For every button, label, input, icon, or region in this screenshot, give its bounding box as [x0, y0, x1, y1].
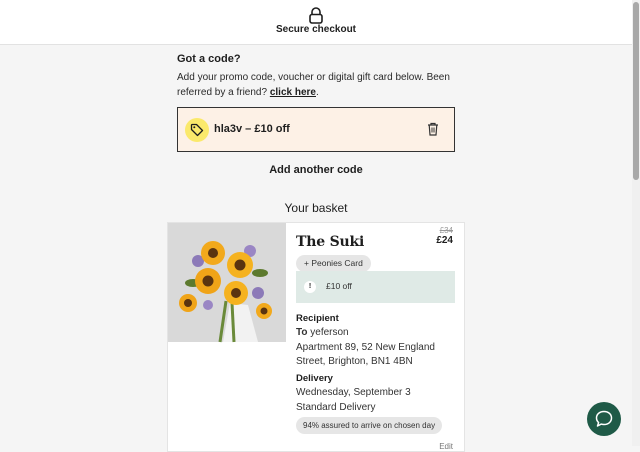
edit-link[interactable]: Edit: [439, 442, 453, 451]
basket-title: Your basket: [284, 201, 348, 215]
product-name: The Suki: [296, 234, 365, 250]
delivery-label: Delivery: [296, 373, 333, 384]
chat-button[interactable]: [587, 402, 621, 436]
product-image: [168, 223, 286, 342]
to-label: To: [296, 327, 308, 338]
recipient-name-value: yeferson: [310, 327, 349, 338]
checkout-header: [0, 0, 632, 45]
scrollbar-thumb[interactable]: [633, 2, 639, 180]
chat-icon: [594, 409, 614, 429]
promo-heading: Got a code?: [177, 53, 241, 65]
addon-badge: + Peonies Card: [296, 255, 371, 272]
trash-icon[interactable]: [427, 122, 439, 136]
lock-icon: [308, 7, 324, 24]
recipient-name: [296, 327, 349, 338]
basket-item-card: [167, 222, 465, 452]
delivery-type: Standard Delivery: [296, 402, 376, 413]
tag-icon: [190, 123, 204, 137]
referral-link[interactable]: click here: [269, 86, 316, 98]
promo-description-end: .: [316, 86, 319, 98]
info-icon: !: [304, 281, 316, 293]
price: £24: [436, 235, 453, 246]
add-another-code-button[interactable]: Add another code: [269, 164, 363, 176]
tag-icon-badge: [185, 118, 209, 142]
address-line-2: Street, Brighton, BN1 4BN: [296, 356, 413, 367]
address-line-1: Apartment 89, 52 New England: [296, 342, 435, 353]
old-price: £34: [439, 226, 453, 235]
applied-code-label: hla3v – £10 off: [214, 123, 290, 135]
promo-description-text: Add your promo code, voucher or digital gift card below. Been referred by a friend?: [177, 72, 450, 98]
discount-banner: [296, 271, 455, 303]
delivery-date: Wednesday, September 3: [296, 387, 411, 398]
delivery-assurance-badge: 94% assured to arrive on chosen day: [296, 417, 442, 434]
promo-description: [177, 71, 457, 100]
recipient-label: Recipient: [296, 313, 339, 324]
scrollbar[interactable]: [632, 0, 640, 446]
discount-label: £10 off: [326, 281, 352, 291]
page-title: Secure checkout: [275, 24, 357, 35]
applied-code-box: [177, 107, 455, 152]
